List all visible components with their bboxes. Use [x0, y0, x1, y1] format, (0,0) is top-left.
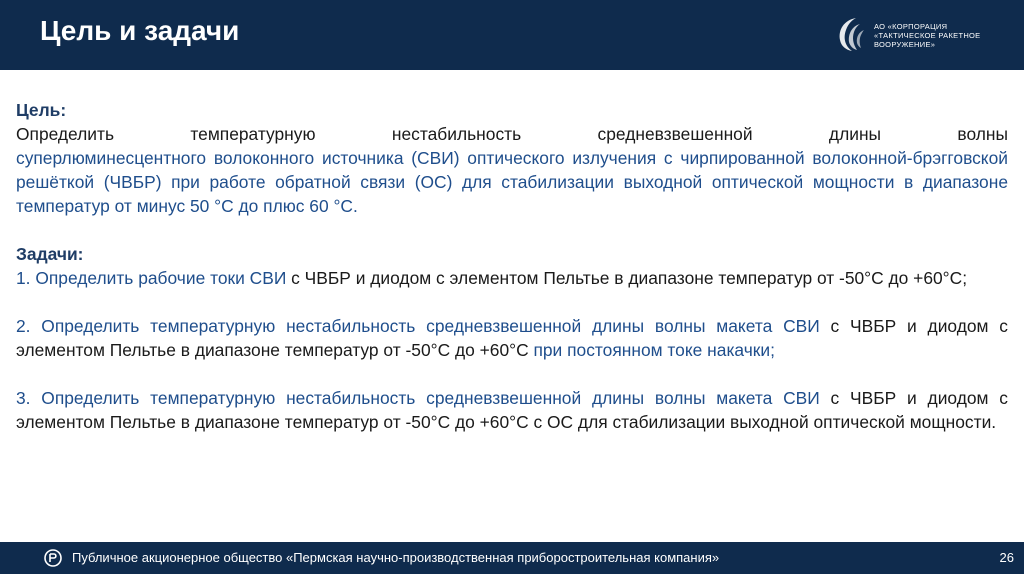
- task-text-dark: с ЧВБР и диодом с элементом Пельтье в диапазоне температур от -50°С до +60°С;: [286, 268, 968, 288]
- slide-content: [16, 98, 1008, 434]
- logo-line: АО «КОРПОРАЦИЯ: [874, 22, 948, 31]
- header-bar: [0, 0, 1024, 70]
- page-number: 26: [999, 550, 1014, 565]
- goal-heading: Цель:: [16, 100, 67, 120]
- company-mark-icon: [44, 549, 62, 567]
- task-text-dark: с ЧВБР и диодом с элементом Пельтье в диапазоне температур от -50°С до +60°С с ОС для стабилизации выходной оптической мощности.: [16, 388, 1008, 432]
- logo-text: [874, 22, 980, 49]
- spacer: [16, 218, 1008, 242]
- task-text-blue: 3. Определить температурную нестабильность средневзвешенной длины волны макета СВИ: [16, 388, 820, 408]
- goal-first-line: Определить температурную нестабильность средневзвешенной длины волны: [16, 124, 1008, 144]
- task-item-2: [16, 314, 1008, 362]
- task-text-dark: с ЧВБР и диодом с элементом Пельтье в диапазоне температур от -50°С до +60°С: [16, 316, 1008, 360]
- goal-body: суперлюминесцентного волоконного источника (СВИ) оптического излучения с чирпированной волоконной-брэгговской решёткой (ЧВБР) при работе обратной связи (ОС) для стабилизации выходной оптической мощности в диапазоне температур от минус 50 °С до плюс 60 °С.: [16, 148, 1008, 216]
- swirl-logo-icon: [834, 14, 868, 54]
- task-item-1: [16, 266, 1008, 290]
- company-logo: [834, 14, 1004, 58]
- footer-company-name: Публичное акционерное общество «Пермская научно-производственная приборостроительная компания»: [72, 550, 720, 565]
- spacer: [16, 290, 1008, 314]
- spacer: [16, 362, 1008, 386]
- task-text-blue-end: при постоянном токе накачки;: [528, 340, 775, 360]
- task-text-blue: 2. Определить температурную нестабильность средневзвешенной длины волны макета СВИ: [16, 316, 820, 336]
- tasks-heading: Задачи:: [16, 244, 84, 264]
- page-title: Цель и задачи: [40, 15, 240, 46]
- task-text-blue: 1. Определить рабочие токи СВИ: [16, 268, 287, 288]
- task-item-3: [16, 386, 1008, 434]
- logo-line: «ТАКТИЧЕСКОЕ РАКЕТНОЕ: [874, 31, 981, 40]
- logo-line: ВООРУЖЕНИЕ»: [874, 40, 936, 49]
